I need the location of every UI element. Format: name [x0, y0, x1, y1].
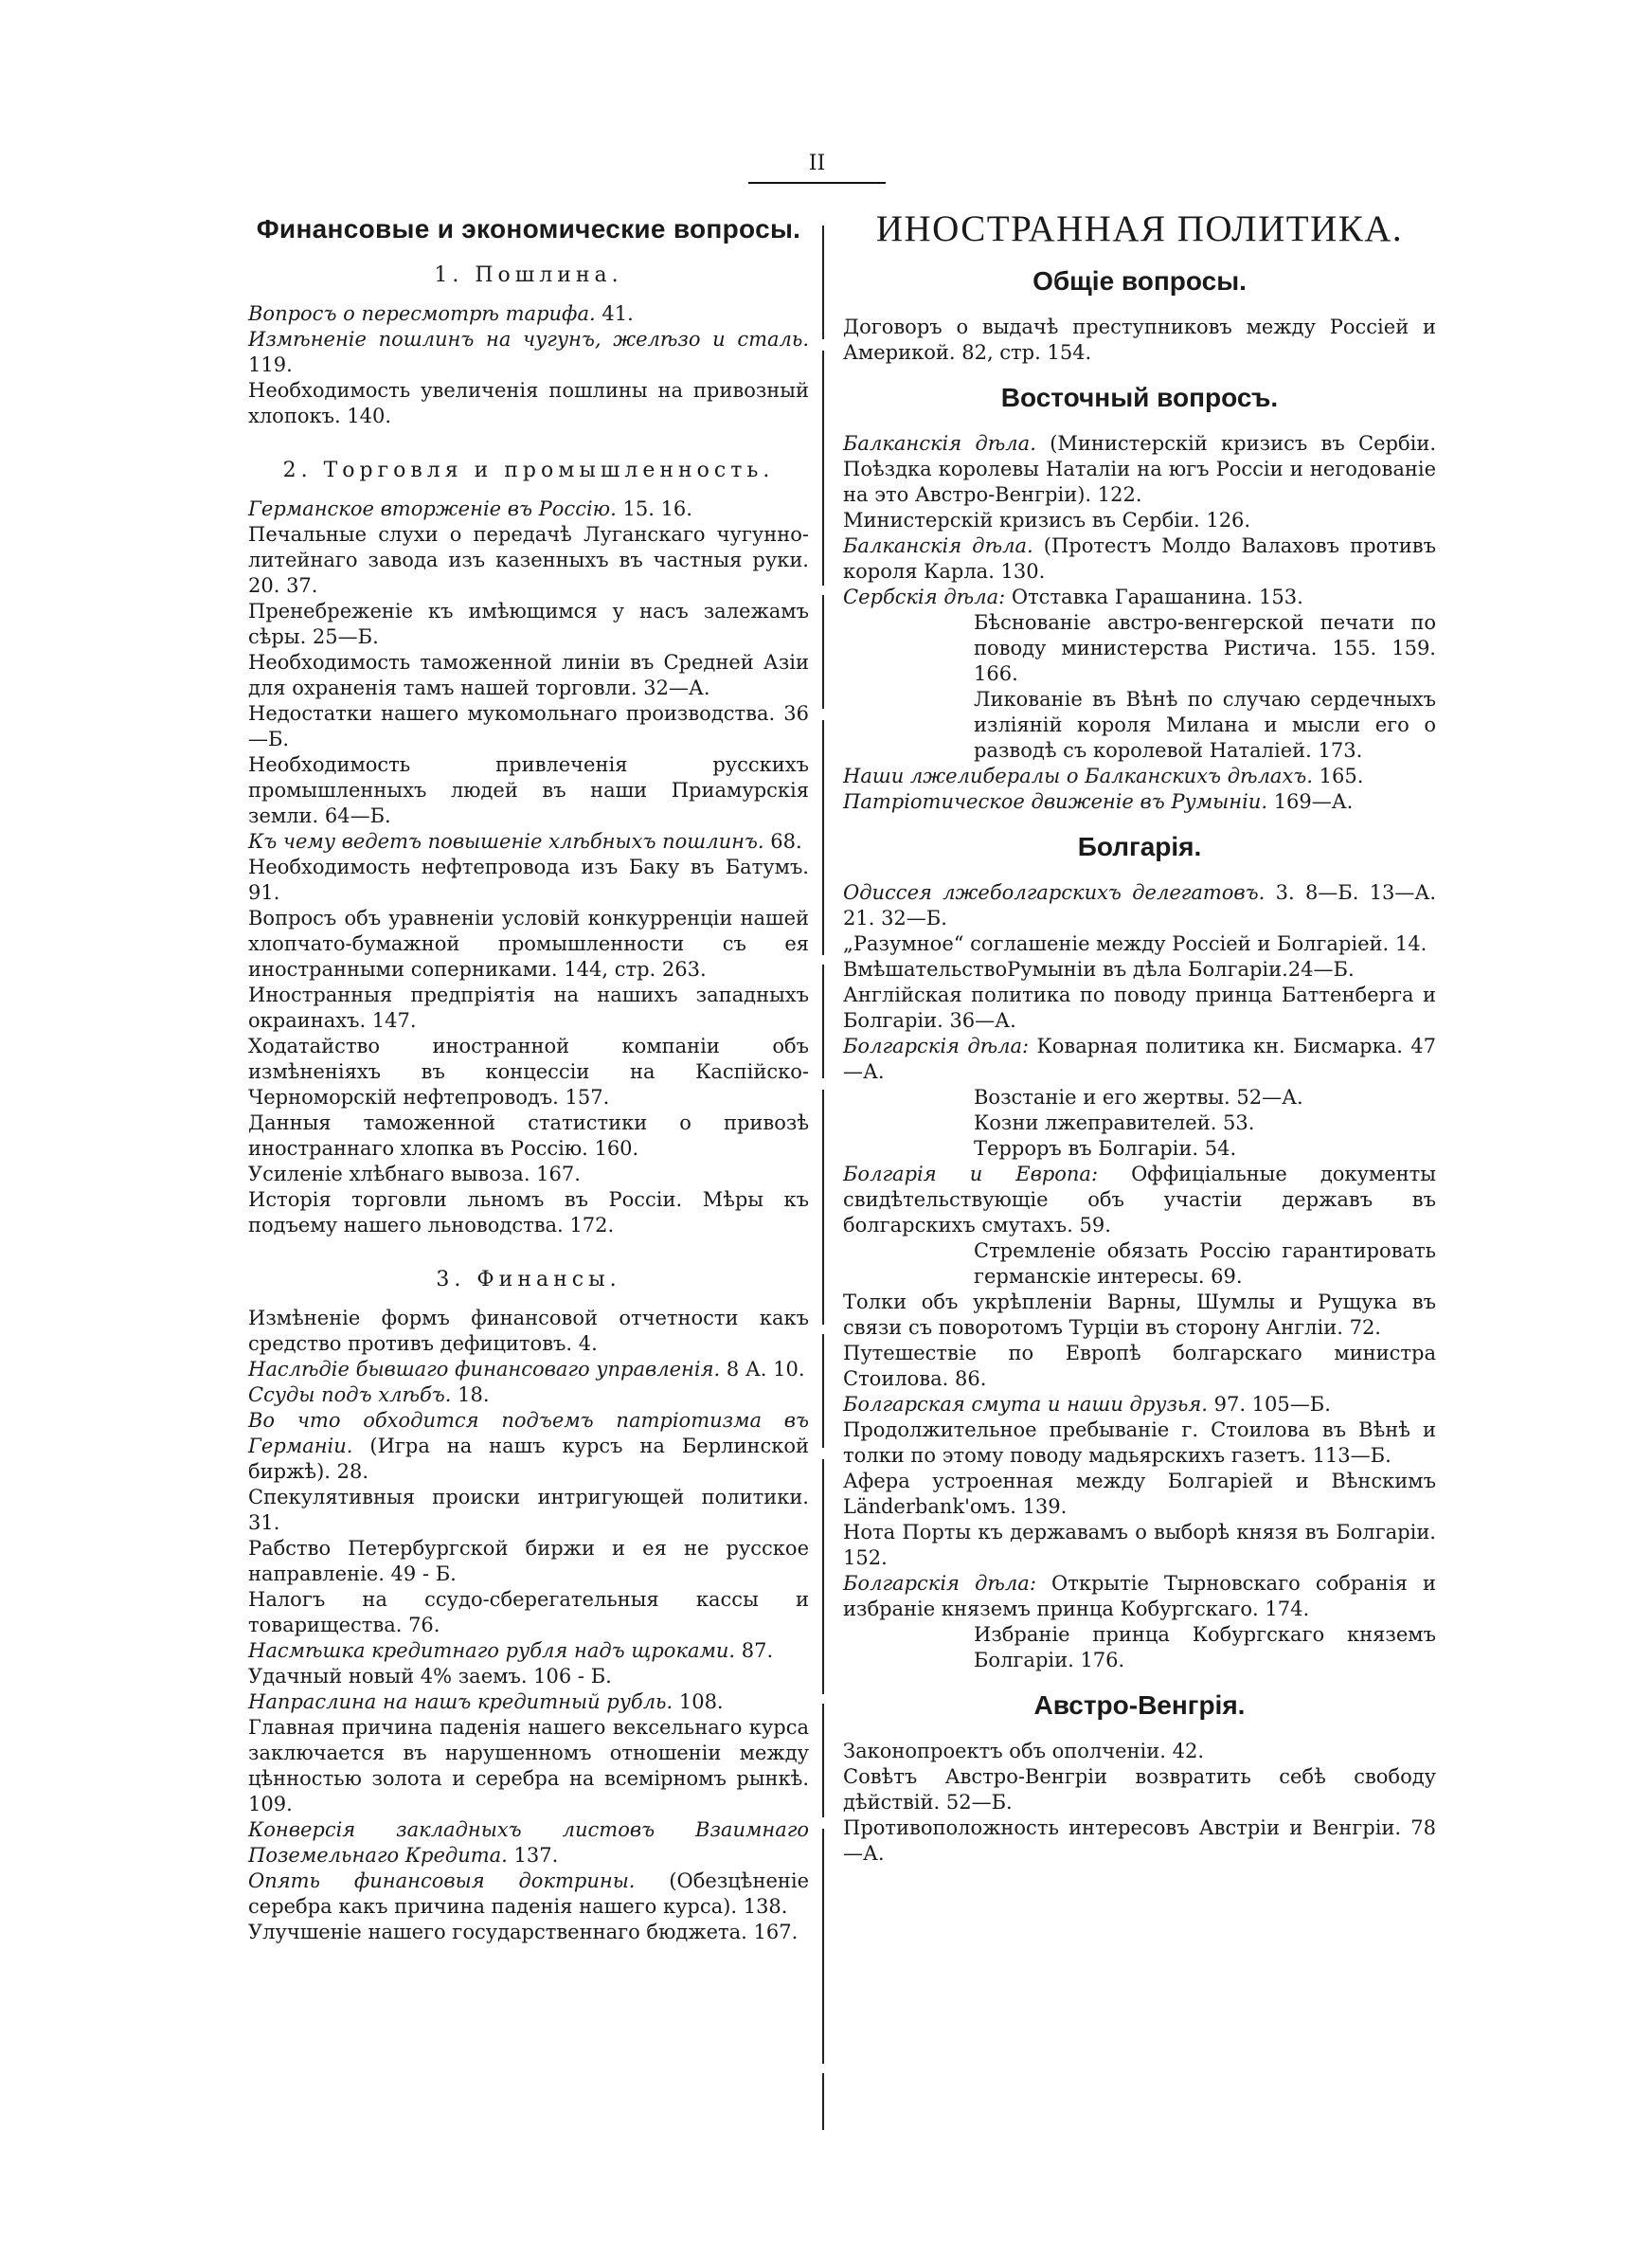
right-column-title: ИНОСТРАННАЯ ПОЛИТИКА.	[875, 208, 1404, 249]
entry-text: 97. 105—Б.	[1207, 1393, 1331, 1416]
bulgaria-subentries-1	[843, 1085, 1436, 1162]
index-entry	[843, 1520, 1436, 1571]
entry-text: 3. 8—Б. 13—А. 21. 32—Б.	[843, 881, 1436, 930]
index-entry	[248, 378, 809, 429]
entry-text: 165.	[1312, 765, 1364, 787]
entry-text: Совѣтъ Австро-Венгріи возвратить себѣ свободу дѣйствій. 52—Б.	[843, 1765, 1436, 1814]
index-entry	[248, 1689, 809, 1715]
index-subentry: Терроръ въ Болгаріи. 54.	[974, 1137, 1237, 1160]
index-entry	[248, 327, 809, 378]
entry-text: Необходимость увеличенія пошлины на привозный хлопокъ. 140.	[248, 379, 809, 427]
index-entry	[843, 789, 1436, 815]
entry-text: Рабство Петербургской биржи и ея не русское направленіе. 49 - Б.	[248, 1537, 809, 1585]
entry-text: Главная причина паденія нашего вексельнаго курса заключается въ нарушенномъ отношеніи между цѣнностью золота и серебра на всемірномъ рынкѣ. 109.	[248, 1716, 809, 1815]
entry-text: „Разумное“ соглашеніе между Россіей и Болгаріей. 14.	[843, 932, 1428, 955]
index-entry	[843, 1571, 1436, 1622]
entry-text: Коварная политика кн. Бисмарка. 47—А.	[843, 1035, 1436, 1083]
index-entry	[248, 1357, 809, 1382]
entry-text: Данныя таможенной статистики о привозѣ иностраннаго хлопка въ Россію. 160.	[248, 1111, 809, 1160]
entry-italic-title: Болгарскія дѣла:	[843, 1035, 1030, 1057]
entry-italic-title: Вопросъ о пересмотрѣ тарифа.	[248, 302, 596, 325]
index-entry	[248, 1638, 809, 1664]
index-entry	[248, 1162, 809, 1187]
index-entry	[248, 1664, 809, 1689]
entry-text: Отставка Гарашанина. 153.	[1005, 586, 1303, 608]
entry-italic-title: Патріотическое движеніе въ Румыніи.	[843, 790, 1268, 813]
index-entry	[843, 1162, 1436, 1238]
entry-italic-title: Ссуды подъ хлѣбъ.	[248, 1383, 452, 1406]
general-entries	[843, 315, 1436, 366]
entry-text: 41.	[595, 302, 634, 325]
entry-text: Ходатайство иностранной компаніи объ измѣненіяхъ въ концессіи на Каспійско-Черноморскій нефтепроводъ. 157.	[248, 1035, 809, 1109]
entry-text: Исторія торговли льномъ въ Россіи. Мѣры къ подъему нашего льноводства. 172.	[248, 1188, 809, 1237]
index-entry	[843, 1469, 1436, 1520]
bulgaria-subentries-3	[843, 1622, 1436, 1673]
entry-text: 18.	[451, 1383, 490, 1406]
index-subentry: Бѣснованіе австро-венгерской печати по поводу министерства Ристича. 155. 159. 166.	[974, 611, 1436, 685]
general-heading: Общіе вопросы.	[1032, 266, 1247, 296]
entry-text: 137.	[507, 1844, 559, 1867]
left-sections	[248, 262, 809, 1945]
austria-entries	[843, 1739, 1436, 1867]
entry-italic-title: Опять финансовыя доктрины.	[248, 1869, 636, 1892]
index-entry	[248, 650, 809, 701]
index-entry	[843, 315, 1436, 366]
entry-text: Противоположность интересовъ Австріи и Венгріи. 78—А.	[843, 1816, 1436, 1865]
index-entry	[843, 957, 1436, 983]
index-entry	[248, 1536, 809, 1587]
serbian-subentries	[843, 610, 1436, 764]
index-subentry: Стремленіе обязать Россію гарантировать германскіе интересы. 69.	[974, 1239, 1436, 1288]
index-entry	[248, 855, 809, 906]
entry-text: Толки объ укрѣпленіи Варны, Шумлы и Рущука въ связи съ поворотомъ Турціи въ сторону Англіи. 72.	[843, 1291, 1436, 1339]
entry-text: Афера устроенная между Болгаріей и Вѣнскимъ Länderbank'омъ. 139.	[843, 1470, 1436, 1518]
index-entry	[248, 301, 809, 327]
entry-italic-title: Конверсія закладныхъ листовъ Взаимнаго Поземельнаго Кредита.	[248, 1818, 809, 1867]
entry-italic-title: Одиссея лжеболгарскихъ делегатовъ.	[843, 881, 1266, 904]
entry-text: 87.	[735, 1639, 774, 1662]
index-entry	[843, 1034, 1436, 1085]
entry-text: Недостатки нашего мукомольнаго производства. 36—Б.	[248, 702, 809, 750]
index-entry	[248, 983, 809, 1034]
entry-text: Необходимость привлеченія русскихъ промышленныхъ людей въ наши Приамурскія земли. 64—Б.	[248, 753, 809, 827]
entry-italic-title: Во что обходится подъемъ патріотизма въ Германіи.	[248, 1409, 809, 1457]
index-entry	[248, 1187, 809, 1238]
entry-italic-title: Балканскія дѣла.	[843, 432, 1036, 455]
page-number-rule	[748, 182, 886, 184]
index-entry	[248, 752, 809, 829]
entry-text: Необходимость нефтепровода изъ Баку въ Батумъ. 91.	[248, 856, 809, 904]
index-entry	[843, 1739, 1436, 1764]
index-entry	[843, 585, 1436, 610]
bulgaria-subentries-2	[843, 1238, 1436, 1290]
index-entry	[843, 880, 1436, 931]
entry-text: (Протестъ Молдо Валаховъ противъ короля Карла. 130.	[843, 534, 1436, 583]
entry-italic-title: Болгарскія дѣла:	[843, 1572, 1036, 1595]
entry-italic-title: Наши лжелибералы о Балканскихъ дѣлахъ.	[843, 765, 1313, 787]
entry-text: Пренебреженіе къ имѣющимся у насъ залежамъ сѣры. 25—Б.	[248, 600, 809, 648]
entry-text: (Игра на нашъ курсъ на Берлинской биржѣ). 28.	[248, 1435, 809, 1483]
index-entry	[248, 1382, 809, 1408]
left-column-title: Финансовые и экономические вопросы.	[256, 214, 801, 244]
column-divider	[822, 226, 824, 2130]
entry-text: Улучшеніе нашего государственнаго бюджета. 167.	[248, 1921, 799, 1943]
entry-text: ВмѣшательствоРумыніи въ дѣла Болгаріи.24—Б.	[843, 958, 1355, 981]
entry-italic-title: Болгарія и Европа:	[843, 1163, 1099, 1185]
index-subentry: Козни лжеправителей. 53.	[974, 1111, 1255, 1134]
section-heading: 1. Пошлина.	[434, 263, 623, 287]
index-entry	[843, 508, 1436, 533]
eastern-entries	[843, 431, 1436, 610]
entry-italic-title: Насмѣшка кредитнаго рубля надъ щроками.	[248, 1639, 736, 1662]
section-heading: 3. Финансы.	[436, 1268, 621, 1291]
entry-text: Путешествіе по Европѣ болгарскаго министра Стоилова. 86.	[843, 1342, 1436, 1390]
index-entry	[248, 522, 809, 599]
bulgaria-entries-b	[843, 1162, 1436, 1238]
austria-heading: Австро-Венгрія.	[1033, 1690, 1246, 1720]
index-entry	[248, 497, 809, 522]
entry-text: Необходимость таможенной линіи въ Средней Азіи для охраненія тамъ нашей торговли. 32—А.	[248, 651, 809, 699]
index-entry	[248, 1869, 809, 1920]
entry-text: 169—А.	[1267, 790, 1354, 813]
left-column	[248, 216, 809, 1945]
entry-italic-title: Измѣненіе пошлинъ на чугунъ, желѣзо и сталь.	[248, 328, 809, 351]
index-subentry: Ликованіе въ Вѣнѣ по случаю сердечныхъ изліяній короля Милана и мысли его о разводѣ съ королевой Наталіей. 173.	[974, 688, 1436, 762]
index-entry	[248, 599, 809, 650]
eastern-heading: Восточный вопросъ.	[1000, 383, 1279, 412]
index-entry	[248, 1306, 809, 1357]
entry-text: Иностранныя предпріятія на нашихъ западныхъ окраинахъ. 147.	[248, 984, 809, 1032]
section-heading: 2. Торговля и промышленность.	[282, 459, 775, 482]
index-entry	[843, 431, 1436, 508]
entry-text: 119.	[248, 353, 293, 376]
index-entry	[248, 1587, 809, 1638]
eastern-entries-after	[843, 764, 1436, 815]
index-entry	[248, 1408, 809, 1485]
index-entry	[843, 1815, 1436, 1867]
entry-text: Вопросъ объ уравненіи условій конкурренціи нашей хлопчато-бумажной промышленности съ ея иностранными соперниками. 144, стр. 263.	[248, 907, 809, 981]
entry-text: 68.	[763, 830, 802, 853]
entry-text: Оффиціальные документы свидѣтельствующіе объ участіи державъ въ болгарскихъ смутахъ. 59.	[843, 1163, 1437, 1237]
bulgaria-entries-c	[843, 1290, 1436, 1622]
entry-text: Нота Порты къ державамъ о выборѣ князя въ Болгаріи. 152.	[843, 1521, 1436, 1569]
entry-italic-title: Сербскія дѣла:	[843, 586, 1006, 608]
index-entry	[843, 1764, 1436, 1815]
right-column	[843, 208, 1437, 1867]
index-entry	[248, 829, 809, 855]
index-entry	[248, 1715, 809, 1817]
index-entry	[248, 1034, 809, 1110]
entry-text: Усиленіе хлѣбнаго вывоза. 167.	[248, 1163, 581, 1185]
entry-italic-title: Балканскія дѣла.	[843, 534, 1033, 557]
index-entry	[843, 1341, 1436, 1392]
entry-text: Договоръ о выдачѣ преступниковъ между Россіей и Америкой. 82, стр. 154.	[843, 316, 1436, 364]
entry-text: 8 А. 10.	[720, 1358, 805, 1381]
entry-text: Налогъ на ссудо-сберегательныя кассы и товарищества. 76.	[248, 1588, 809, 1636]
index-entry	[843, 931, 1436, 957]
index-entry	[248, 1485, 809, 1536]
index-subentry: Избраніе принца Кобургскаго княземъ Болгаріи. 176.	[974, 1623, 1436, 1671]
index-entry	[843, 1290, 1436, 1341]
index-subentry: Возстаніе и его жертвы. 52—А.	[974, 1086, 1303, 1109]
entry-text: Продолжительное пребываніе г. Стоилова въ Вѣнѣ и толки по этому поводу мадьярскихъ газетъ. 113—Б.	[843, 1418, 1436, 1467]
entry-text: (Министерскій кризисъ въ Сербіи. Поѣздка королевы Наталіи на югъ Россіи и негодованіе на это Австро-Венгріи). 122.	[843, 432, 1436, 506]
entry-text: Удачный новый 4% заемъ. 106 - Б.	[248, 1665, 612, 1688]
entry-text: Министерскій кризисъ въ Сербіи. 126.	[843, 509, 1251, 532]
entry-italic-title: Наслѣдіе бывшаго финансоваго управленія.	[248, 1358, 721, 1381]
page-number: II	[808, 152, 826, 175]
entry-text: Измѣненіе формъ финансовой отчетности какъ средство противъ дефицитовъ. 4.	[248, 1307, 809, 1355]
index-entry	[843, 764, 1436, 789]
bulgaria-entries-a	[843, 880, 1436, 1085]
entry-text: (Обезцѣненіе серебра какъ причина паденія нашего курса). 138.	[248, 1869, 810, 1918]
index-entry	[843, 1417, 1436, 1469]
index-entry	[843, 533, 1436, 585]
index-entry	[248, 1817, 809, 1869]
entry-italic-title: Напраслина на нашъ кредитный рубль.	[248, 1690, 673, 1713]
entry-italic-title: Къ чему ведетъ повышеніе хлѣбныхъ пошлинъ.	[248, 830, 764, 853]
index-entry	[248, 906, 809, 983]
entry-text: Спекулятивныя происки интригующей политики. 31.	[248, 1486, 809, 1534]
index-entry	[843, 983, 1436, 1034]
entry-italic-title: Германское вторженіе въ Россію.	[248, 497, 617, 520]
index-entry	[248, 701, 809, 752]
entry-text: 108.	[673, 1690, 724, 1713]
entry-text: Англійская политика по поводу принца Баттенберга и Болгаріи. 36—А.	[843, 984, 1436, 1032]
entry-text: Печальные слухи о передачѣ Луганскаго чугунно-литейнаго завода изъ казенныхъ въ частныя руки. 20. 37.	[248, 523, 809, 597]
entry-text: 15. 16.	[616, 497, 692, 520]
index-entry	[248, 1110, 809, 1162]
entry-italic-title: Болгарская смута и наши друзья.	[843, 1393, 1208, 1416]
index-entry	[248, 1920, 809, 1945]
entry-text: Законопроектъ объ ополченіи. 42.	[843, 1740, 1205, 1762]
entry-text: Открытіе Тырновскаго собранія и избраніе княземъ принца Кобургскаго. 174.	[843, 1572, 1436, 1620]
index-entry	[843, 1392, 1436, 1417]
bulgaria-heading: Болгарія.	[1077, 832, 1202, 861]
